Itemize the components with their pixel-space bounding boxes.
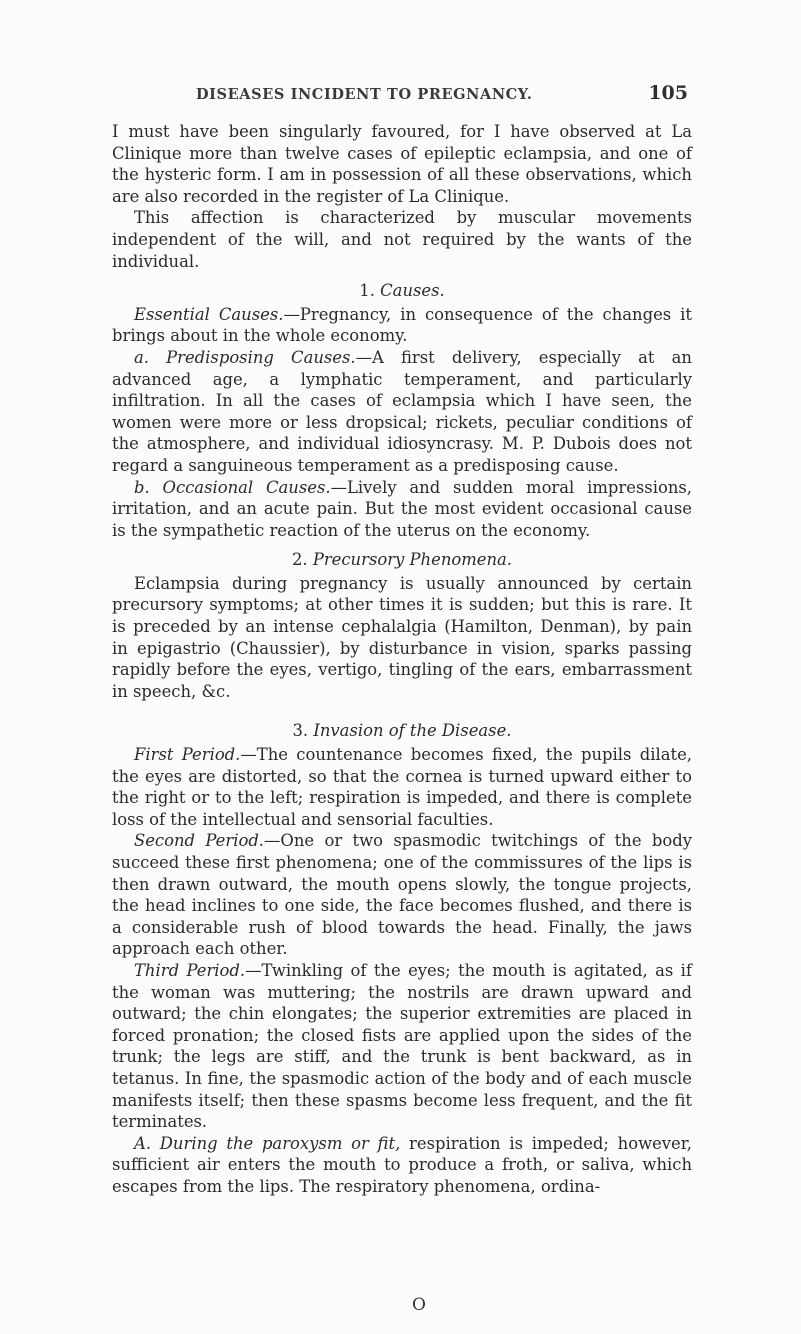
- section-number: 1.: [359, 281, 375, 301]
- paragraph: I must have been singularly favoured, for I have observed at La Clinique more than twelve cases of epileptic eclampsia, and one of the hysteric form. I am in possession of all these observations, which are also recorded in the register of La Clinique.: [112, 122, 692, 206]
- section-title: Causes.: [380, 281, 445, 301]
- page-number: 105: [648, 82, 688, 104]
- page-header: [196, 82, 688, 110]
- paragraph: [112, 477, 692, 542]
- spacer: [112, 702, 692, 712]
- paragraph: [112, 830, 692, 960]
- paragraph-label: b. Occasional Causes.: [134, 477, 331, 497]
- paragraph: [112, 347, 692, 477]
- paragraph-text: —Twinkling of the eyes; the mouth is agitated, as if the woman was muttering; the nostrils are drawn upward and outward; the chin elongates; the superior extremities are placed in forced pronation; the closed fists are applied upon the sides of the trunk; the legs are stiff, and the trunk is bent backward, as in tetanus. In fine, the spasmodic action of the body and of each muscle manifests itself; then these spasms become less frequent, and the fit terminates.: [112, 960, 692, 1132]
- paragraph-text: —A first delivery, especially at an advanced age, a lymphatic temperament, and particularly infiltration. In all the cases of eclampsia which I have seen, the women were more or less dropsical; rickets, peculiar conditions of the atmosphere, and individual idiosyncrasy. M. P. Dubois does not regard a sanguineous temperament as a predisposing cause.: [112, 347, 692, 475]
- paragraph: This affection is characterized by muscular movements independent of the will, and not required by the wants of the individual.: [112, 208, 692, 271]
- section-title: Precursory Phenomena.: [312, 550, 513, 570]
- paragraph-label: Second Period.: [134, 831, 265, 851]
- paragraph-text: —The countenance becomes fixed, the pupils dilate, the eyes are distorted, so that the cornea is turned upward either to the right or to the left; respiration is impeded, and there is complete loss of the intellectual and sensorial faculties.: [112, 745, 692, 829]
- paragraph-text: —Lively and sudden moral impressions, irritation, and an acute pain. But the most evident occasional cause is the sympathetic reaction of the uterus on the economy.: [112, 477, 693, 540]
- section-title: Invasion of the Disease.: [313, 721, 512, 741]
- paragraph: [112, 304, 692, 347]
- section-number: 2.: [291, 550, 308, 570]
- section-heading-causes: [112, 280, 692, 302]
- section-heading-precursory: [112, 549, 692, 571]
- page-body: [112, 121, 692, 1198]
- paragraph-label: A. During the paroxysm or fit,: [134, 1133, 401, 1153]
- section-number: 3.: [292, 721, 309, 741]
- signature-mark: O: [412, 1295, 426, 1315]
- section-heading-invasion: [112, 720, 692, 742]
- paragraph: Eclampsia during pregnancy is usually announced by certain precursory symptoms; at other times it is sudden; but this is rare. It is preceded by an intense cephalalgia (Hamilton, Denman), by pain in epigastrio (Chaussier), by disturbance in vision, sparks passing rapidly before the eyes, vertigo, tingling of the ears, embarrassment in speech, &c.: [112, 573, 692, 701]
- paragraph-label: Essential Causes.: [134, 304, 284, 324]
- paragraph: [112, 744, 692, 830]
- paragraph-label: First Period.: [134, 745, 241, 765]
- paragraph-text: respiration is impeded; however, sufficient air enters the mouth to produce a froth, or saliva, which escapes from the lips. The respiratory phenomena, ordina-: [112, 1133, 693, 1196]
- paragraph-text: —One or two spasmodic twitchings of the body succeed these first phenomena; one of the commissures of the lips is then drawn outward, the mouth opens slowly, the tongue projects, the head inclines to one side, the face becomes flushed, and there is a considerable rush of blood towards the head. Finally, the jaws approach each other.: [112, 831, 692, 959]
- paragraph: [112, 960, 692, 1133]
- paragraph-label: a. Predisposing Causes.: [134, 347, 356, 367]
- paragraph-text: —Pregnancy, in consequence of the changes it brings about in the whole economy.: [112, 304, 692, 346]
- paragraph: [112, 1133, 692, 1198]
- paragraph-label: Third Period.: [134, 960, 246, 980]
- running-head: DISEASES INCIDENT TO PREGNANCY.: [196, 86, 533, 103]
